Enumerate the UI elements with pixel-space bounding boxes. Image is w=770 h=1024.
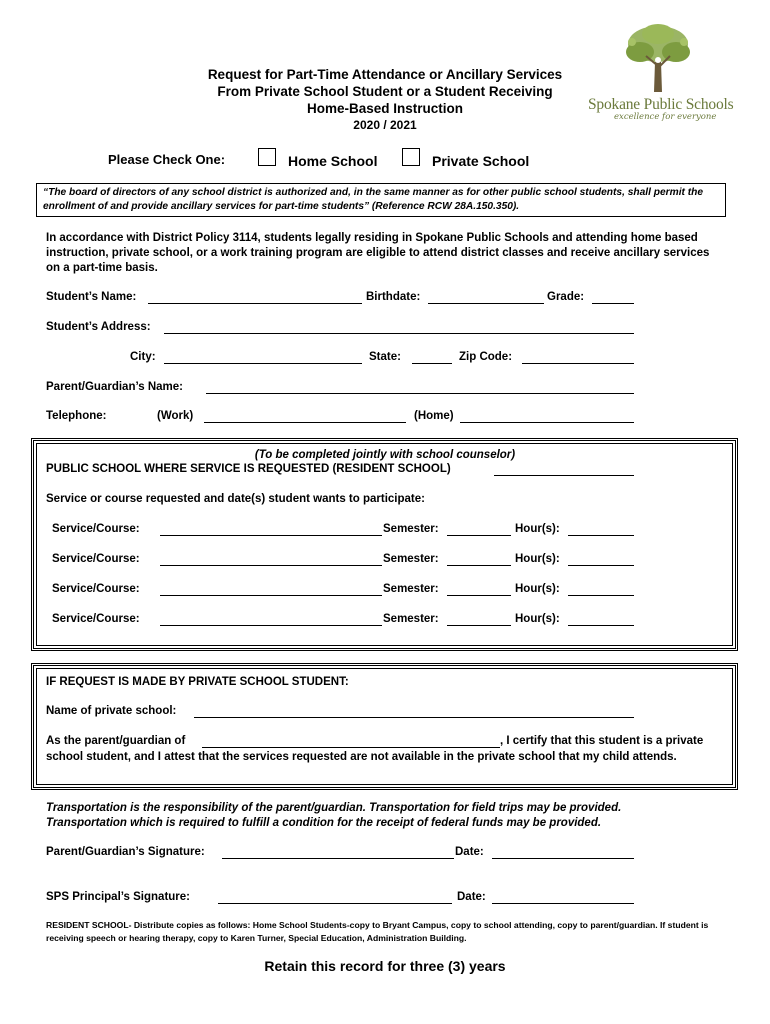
address-field[interactable] bbox=[164, 333, 634, 334]
transport-line: Transportation is the responsibility of the parent/guardian. Transportation for field trips may be provided. bbox=[46, 802, 622, 814]
address-label: Student’s Address: bbox=[46, 321, 151, 333]
birthdate-label: Birthdate: bbox=[366, 291, 421, 303]
rcw-quote: “The board of directors of any school district is authorized and, in the same manner as for other public school students, shall permit the enrollment of and provide ancillary services for part-time students” (Reference RCW 28A.150.350). bbox=[36, 183, 726, 217]
hours-field[interactable] bbox=[568, 625, 634, 626]
service-label: Service/Course: bbox=[52, 613, 140, 625]
public-school-heading: PUBLIC SCHOOL WHERE SERVICE IS REQUESTED (RESIDENT SCHOOL) bbox=[46, 463, 451, 475]
private-school-heading: IF REQUEST IS MADE BY PRIVATE SCHOOL STUDENT: bbox=[46, 676, 349, 688]
private-school-label: Private School bbox=[432, 153, 530, 169]
state-field[interactable] bbox=[412, 363, 452, 364]
private-school-checkbox[interactable] bbox=[402, 148, 420, 166]
home-school-checkbox[interactable] bbox=[258, 148, 276, 166]
school-year: 2020 / 2021 bbox=[353, 118, 417, 132]
zip-field[interactable] bbox=[522, 363, 634, 364]
hours-field[interactable] bbox=[568, 535, 634, 536]
semester-field[interactable] bbox=[447, 625, 511, 626]
grade-label: Grade: bbox=[547, 291, 585, 303]
form-title bbox=[150, 66, 620, 134]
private-school-name-label: Name of private school: bbox=[46, 705, 177, 717]
parent-name-label: Parent/Guardian’s Name: bbox=[46, 381, 183, 393]
work-phone-label: (Work) bbox=[157, 410, 194, 422]
city-field[interactable] bbox=[164, 363, 362, 364]
home-phone-field[interactable] bbox=[460, 422, 634, 423]
certify-prefix: As the parent/guardian of bbox=[46, 735, 186, 747]
parent-date-label: Date: bbox=[455, 846, 484, 858]
telephone-label: Telephone: bbox=[46, 410, 107, 422]
principal-signature-label: SPS Principal’s Signature: bbox=[46, 891, 191, 903]
principal-date-field[interactable] bbox=[492, 903, 634, 904]
logo-tagline: excellence for everyone bbox=[614, 112, 717, 122]
semester-label: Semester: bbox=[383, 613, 439, 625]
retain-note: Retain this record for three (3) years bbox=[264, 958, 506, 974]
home-school-label: Home School bbox=[288, 153, 378, 169]
city-label: City: bbox=[130, 351, 156, 363]
parent-name-field[interactable] bbox=[206, 393, 634, 394]
semester-label: Semester: bbox=[383, 553, 439, 565]
hours-label: Hour(s): bbox=[515, 553, 560, 565]
hours-label: Hour(s): bbox=[515, 583, 560, 595]
policy-paragraph: In accordance with District Policy 3114, students legally residing in Spokane Public Schools and attending home based instruction, private school, or a work training program are eligible to attend district classes and receive ancillary services on a part-time basis. bbox=[46, 232, 710, 274]
service-field[interactable] bbox=[160, 625, 382, 626]
service-field[interactable] bbox=[160, 565, 382, 566]
distribution-instructions: RESIDENT SCHOOL- Distribute copies as follows: Home School Students-copy to Bryant Campus, copy to school attending, copy to parent/guardian. If student is receiving speech or hearing therapy, copy to Karen Turner, Special Education, Administration Building. bbox=[46, 920, 709, 943]
semester-field[interactable] bbox=[447, 535, 511, 536]
transport-line: Transportation which is required to fulfill a condition for the receipt of federal funds may be provided. bbox=[46, 817, 602, 829]
student-name-label: Student’s Name: bbox=[46, 291, 137, 303]
principal-signature-field[interactable] bbox=[218, 903, 452, 904]
zip-label: Zip Code: bbox=[459, 351, 513, 363]
resident-school-field[interactable] bbox=[494, 475, 634, 476]
title-line: From Private School Student or a Student Receiving bbox=[217, 84, 553, 99]
parent-date-field[interactable] bbox=[492, 858, 634, 859]
student-certify-field[interactable] bbox=[202, 747, 500, 748]
semester-field[interactable] bbox=[447, 565, 511, 566]
logo-name: Spokane Public Schools bbox=[588, 96, 734, 113]
service-label: Service/Course: bbox=[52, 523, 140, 535]
service-field[interactable] bbox=[160, 535, 382, 536]
grade-field[interactable] bbox=[592, 303, 634, 304]
principal-date-label: Date: bbox=[457, 891, 486, 903]
parent-signature-label: Parent/Guardian’s Signature: bbox=[46, 846, 205, 858]
tree-logo-icon bbox=[618, 22, 698, 98]
title-line: Home-Based Instruction bbox=[306, 101, 464, 116]
certify-statement: school student, and I attest that the services requested are not available in the private school that my child attends. bbox=[46, 751, 677, 763]
service-intro: Service or course requested and date(s) student wants to participate: bbox=[46, 493, 425, 505]
home-phone-label: (Home) bbox=[414, 410, 454, 422]
hours-label: Hour(s): bbox=[515, 613, 560, 625]
service-field[interactable] bbox=[160, 595, 382, 596]
certify-suffix: , I certify that this student is a private bbox=[500, 735, 704, 747]
title-line: Request for Part-Time Attendance or Ancillary Services bbox=[207, 67, 563, 82]
hours-field[interactable] bbox=[568, 595, 634, 596]
counselor-note: (To be completed jointly with school counselor) bbox=[254, 449, 516, 461]
parent-signature-field[interactable] bbox=[222, 858, 454, 859]
student-name-field[interactable] bbox=[148, 303, 362, 304]
service-label: Service/Course: bbox=[52, 583, 140, 595]
hours-label: Hour(s): bbox=[515, 523, 560, 535]
hours-field[interactable] bbox=[568, 565, 634, 566]
work-phone-field[interactable] bbox=[204, 422, 406, 423]
service-label: Service/Course: bbox=[52, 553, 140, 565]
state-label: State: bbox=[369, 351, 401, 363]
birthdate-field[interactable] bbox=[428, 303, 544, 304]
semester-label: Semester: bbox=[383, 583, 439, 595]
semester-label: Semester: bbox=[383, 523, 439, 535]
check-one-label: Please Check One: bbox=[108, 152, 226, 167]
private-school-name-field[interactable] bbox=[194, 717, 634, 718]
semester-field[interactable] bbox=[447, 595, 511, 596]
